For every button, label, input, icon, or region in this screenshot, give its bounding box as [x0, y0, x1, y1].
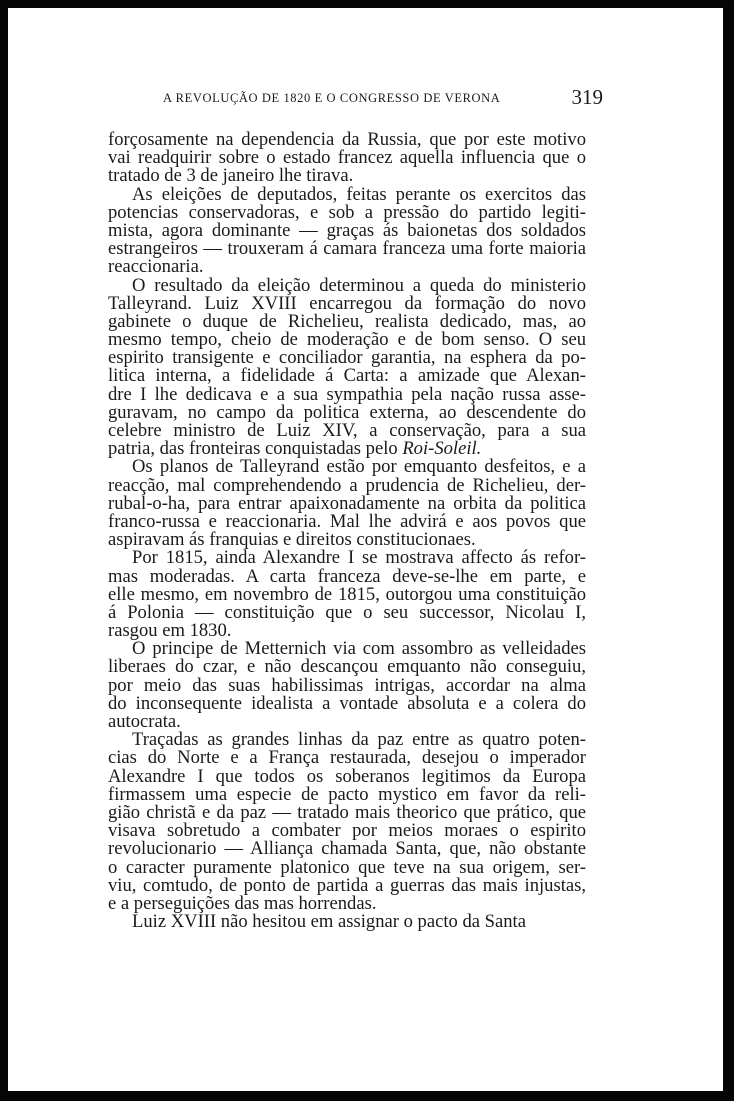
- text-line-content: por meio das suas habilissimas intrigas, accordar na alma: [108, 674, 586, 696]
- text-line-content: do inconsequente idealista a vontade absoluta e a colera do: [108, 692, 586, 714]
- text-line-content: franco-russa e reaccionaria. Mal lhe advirá e aos povos que: [108, 510, 586, 532]
- text-line-content: Talleyrand. Luiz XVIII encarregou da formação do novo: [108, 292, 586, 314]
- text-line-content: elle mesmo, em novembro de 1815, outorgou uma constituição: [108, 583, 586, 605]
- text-line-content: Luiz XVIII não hesitou em assignar o pacto da Santa: [132, 911, 526, 933]
- italic-phrase: Roi-Soleil.: [402, 438, 482, 460]
- text-line-content: rubal-o-ha, para entrar apaixonadamente na orbita da politica: [108, 492, 586, 514]
- text-line-content: aspiravam ás franquias e direitos constitucionaes.: [108, 529, 476, 551]
- text-line-content: litica interna, a fidelidade á Carta: a amizade que Alexan-: [108, 365, 586, 387]
- text-line-content: celebre ministro de Luiz XIV, a conservação, para a sua: [108, 420, 586, 441]
- text-line-content: mista, agora dominante — graças ás baionetas dos soldados: [108, 219, 586, 241]
- body-text: [108, 131, 586, 931]
- text-line-content: e a perseguições das mas horrendas.: [108, 892, 377, 914]
- text-line-content: estrangeiros — trouxeram á camara franceza uma forte maioria: [108, 238, 586, 260]
- text-line-content: liberaes do czar, e não descançou emquanto não conseguiu,: [108, 656, 586, 678]
- text-line-content: Por 1815, ainda Alexandre I se mostrava affecto ás refor-: [132, 547, 586, 569]
- text-line-content: tratado de 3 de janeiro lhe tirava.: [108, 165, 354, 187]
- text-line-content: revolucionario — Alliança chamada Santa, que, não obstante: [108, 838, 586, 860]
- text-line-content: visava sobretudo a combater por meios moraes o espirito: [108, 820, 586, 842]
- text-line-content: rasgou em 1830.: [108, 620, 232, 642]
- text-line-content: potencias conservadoras, e sob a pressão do partido legiti-: [108, 201, 586, 223]
- text-line-content: espirito transigente e conciliador garantia, na esphera da po-: [108, 347, 586, 369]
- text-line-content: firmassem uma especie de pacto mystico em favor da reli-: [108, 783, 586, 805]
- text-line: [108, 913, 586, 931]
- text-line-content: viu, comtudo, de ponto de partida a guerras das mais injustas,: [108, 874, 586, 896]
- text-line-content: o caracter puramente platonico que teve na sua origem, ser-: [108, 856, 586, 878]
- text-line-content: mesmo tempo, cheio de moderação e de bom senso. O seu: [108, 329, 586, 351]
- text-line-content: gião christã e da paz — tratado mais theorico que prático, que: [108, 801, 586, 823]
- text-line-content: forçosamente na dependencia da Russia, que por este motivo: [108, 129, 586, 150]
- running-header: [163, 85, 603, 109]
- text-line-content: mas moderadas. A carta franceza deve-se-lhe em parte, e: [108, 565, 586, 587]
- text-line-content: reacção, mal comprehendendo a prudencia de Richelieu, der-: [108, 474, 586, 496]
- text-line-content: gabinete o duque de Richelieu, realista dedicado, mas, ao: [108, 310, 586, 332]
- text-line-content: patria, das fronteiras conquistadas pelo: [108, 438, 403, 460]
- text-line-content: O resultado da eleição determinou a queda do ministerio: [132, 274, 586, 296]
- text-line-content: reaccionaria.: [108, 256, 204, 278]
- text-line-content: cias do Norte e a França restaurada, desejou o imperador: [108, 747, 586, 769]
- text-line-content: á Polonia — constituição que o seu successor, Nicolau I,: [108, 601, 586, 623]
- text-line-content: Traçadas as grandes linhas da paz entre as quatro poten-: [132, 729, 586, 751]
- text-line-content: Os planos de Talleyrand estão por emquanto desfeitos, e a: [132, 456, 586, 478]
- text-line-content: guravam, no campo da politica externa, ao descendente do: [108, 401, 586, 423]
- text-line-content: dre I lhe dedicava e a sua sympathia pela nação russa asse-: [108, 383, 586, 405]
- text-line-content: autocrata.: [108, 711, 181, 732]
- text-line-content: O principe de Metternich via com assombro as velleidades: [132, 638, 586, 660]
- text-line-content: vai readquirir sobre o estado francez aquella influencia que o: [108, 147, 586, 169]
- page-number: 319: [571, 85, 603, 109]
- running-title: A REVOLUÇÃO DE 1820 E O CONGRESSO DE VERONA: [163, 91, 501, 105]
- text-line-content: As eleições de deputados, feitas perante os exercitos das: [132, 183, 586, 205]
- text-line-content: Alexandre I que todos os soberanos legitimos da Europa: [108, 765, 586, 787]
